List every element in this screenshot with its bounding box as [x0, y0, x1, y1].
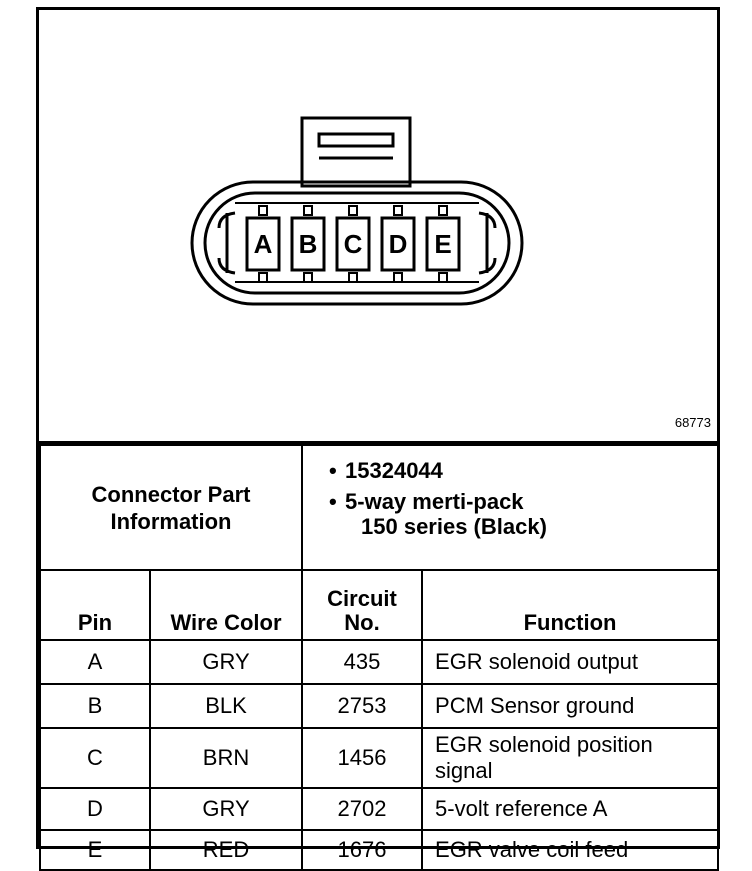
function-cell: EGR solenoid output: [422, 640, 718, 684]
pin-terminal-tab: [394, 206, 402, 215]
header-wire-color: Wire Color: [150, 570, 302, 640]
pin-terminal-tab: [439, 273, 447, 282]
connector-drawing: [39, 10, 717, 441]
connector-diagram: [39, 10, 717, 444]
connector-info-label: Connector Part Information: [40, 445, 302, 570]
connector-frame: [36, 7, 720, 862]
pin-terminal-tab: [439, 206, 447, 215]
connector-table: [39, 444, 719, 871]
wire-color-cell: GRY: [150, 640, 302, 684]
connector-type: • 5-way merti-pack: [303, 489, 717, 514]
pin-cell: E: [40, 830, 150, 870]
circuit-cell: 2753: [302, 684, 422, 728]
function-cell: 5-volt reference A: [422, 788, 718, 830]
table-header-row: [40, 570, 718, 640]
pin-terminal-tab: [394, 273, 402, 282]
function-cell: PCM Sensor ground: [422, 684, 718, 728]
pin-terminal-tab: [349, 273, 357, 282]
connector-info-row: [40, 445, 718, 570]
pin-cell: C: [40, 728, 150, 788]
wire-color-cell: RED: [150, 830, 302, 870]
circuit-cell: 1676: [302, 830, 422, 870]
wire-color-cell: GRY: [150, 788, 302, 830]
connector-series: 150 series (Black): [361, 514, 547, 539]
part-number: • 15324044: [303, 458, 717, 483]
pin-label-d: D: [388, 229, 408, 259]
pin-terminal-tab: [259, 273, 267, 282]
wire-color-cell: BRN: [150, 728, 302, 788]
circuit-cell: 1456: [302, 728, 422, 788]
circuit-cell: 435: [302, 640, 422, 684]
pin-cell: A: [40, 640, 150, 684]
pin-label-b: B: [298, 229, 318, 259]
table-row: [40, 830, 718, 870]
table-row: [40, 640, 718, 684]
circuit-cell: 2702: [302, 788, 422, 830]
table-row: [40, 684, 718, 728]
function-cell: EGR solenoid position signal: [422, 728, 718, 788]
header-pin: Pin: [40, 570, 150, 640]
pin-terminal-tab: [349, 206, 357, 215]
pin-label-c: C: [343, 229, 363, 259]
pin-cell: D: [40, 788, 150, 830]
pin-terminal-tab: [259, 206, 267, 215]
function-cell: EGR valve coil feed: [422, 830, 718, 870]
latch-slot: [319, 134, 393, 146]
pin-terminal-tab: [304, 273, 312, 282]
wire-color-cell: BLK: [150, 684, 302, 728]
figure-id: 68773: [674, 415, 711, 430]
latch-tab: [302, 118, 410, 186]
pin-terminal-tab: [304, 206, 312, 215]
connector-info-details: [302, 445, 718, 570]
pin-label-a: A: [253, 229, 273, 259]
header-function: Function: [422, 570, 718, 640]
table-row: [40, 788, 718, 830]
table-row: [40, 728, 718, 788]
header-circuit: Circuit No.: [302, 570, 422, 640]
pin-label-e: E: [434, 229, 452, 259]
pin-cell: B: [40, 684, 150, 728]
